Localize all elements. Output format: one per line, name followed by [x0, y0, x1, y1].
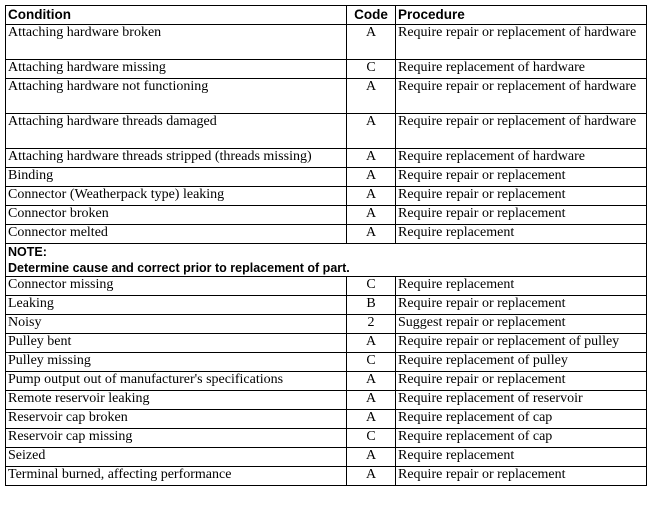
- condition-cell: Binding: [6, 168, 347, 187]
- condition-cell: Attaching hardware threads damaged: [6, 114, 347, 149]
- code-cell: A: [347, 114, 396, 149]
- note-text: Determine cause and correct prior to replacement of part.: [8, 261, 350, 275]
- table-row: [6, 149, 647, 168]
- procedure-cell: Require repair or replacement: [396, 168, 647, 187]
- table-row: [6, 315, 647, 334]
- note-title: NOTE:: [8, 245, 47, 259]
- procedure-cell: Require repair or replacement of hardware: [396, 25, 647, 60]
- condition-cell: Connector broken: [6, 206, 347, 225]
- table-row: [6, 187, 647, 206]
- code-cell: A: [347, 225, 396, 244]
- procedure-cell: Require replacement of cap: [396, 410, 647, 429]
- table-row: [6, 410, 647, 429]
- code-header: Code: [347, 6, 396, 25]
- procedure-cell: Require repair or replacement: [396, 296, 647, 315]
- condition-cell: Pulley bent: [6, 334, 347, 353]
- condition-cell: Leaking: [6, 296, 347, 315]
- table-row: [6, 277, 647, 296]
- procedure-cell: Require repair or replacement: [396, 206, 647, 225]
- table-row: [6, 467, 647, 486]
- code-cell: B: [347, 296, 396, 315]
- note-group: [6, 244, 647, 277]
- table-row: [6, 391, 647, 410]
- condition-cell: Attaching hardware threads stripped (threads missing): [6, 149, 347, 168]
- procedure-cell: Suggest repair or replacement: [396, 315, 647, 334]
- procedure-cell: Require replacement of hardware: [396, 149, 647, 168]
- code-cell: A: [347, 25, 396, 60]
- code-cell: A: [347, 206, 396, 225]
- condition-cell: Attaching hardware broken: [6, 25, 347, 60]
- table-row: [6, 25, 647, 60]
- procedure-cell: Require repair or replacement: [396, 467, 647, 486]
- table-row: [6, 60, 647, 79]
- condition-table: [5, 5, 647, 486]
- condition-cell: Attaching hardware not functioning: [6, 79, 347, 114]
- table-row: [6, 448, 647, 467]
- procedure-cell: Require repair or replacement: [396, 372, 647, 391]
- code-cell: A: [347, 391, 396, 410]
- code-cell: C: [347, 429, 396, 448]
- code-cell: C: [347, 353, 396, 372]
- table-row: [6, 353, 647, 372]
- procedure-cell: Require replacement: [396, 225, 647, 244]
- table-row: [6, 429, 647, 448]
- code-cell: A: [347, 149, 396, 168]
- condition-cell: Connector missing: [6, 277, 347, 296]
- table-row: [6, 225, 647, 244]
- rows-group-b: [6, 277, 647, 486]
- table-row: [6, 168, 647, 187]
- rows-group-a: [6, 25, 647, 244]
- condition-cell: Noisy: [6, 315, 347, 334]
- table-row: [6, 114, 647, 149]
- condition-header: Condition: [6, 6, 347, 25]
- procedure-cell: Require replacement of reservoir: [396, 391, 647, 410]
- procedure-cell: Require replacement of pulley: [396, 353, 647, 372]
- table-row: [6, 334, 647, 353]
- condition-cell: Seized: [6, 448, 347, 467]
- condition-cell: Pump output out of manufacturer's specifications: [6, 372, 347, 391]
- condition-cell: Connector (Weatherpack type) leaking: [6, 187, 347, 206]
- procedure-cell: Require replacement of cap: [396, 429, 647, 448]
- procedure-header: Procedure: [396, 6, 647, 25]
- note-cell: [6, 244, 647, 277]
- code-cell: 2: [347, 315, 396, 334]
- code-cell: C: [347, 277, 396, 296]
- condition-cell: Reservoir cap broken: [6, 410, 347, 429]
- code-cell: C: [347, 60, 396, 79]
- procedure-cell: Require repair or replacement of hardware: [396, 79, 647, 114]
- condition-cell: Remote reservoir leaking: [6, 391, 347, 410]
- code-cell: A: [347, 79, 396, 114]
- header-row: [6, 6, 647, 25]
- code-cell: A: [347, 168, 396, 187]
- code-cell: A: [347, 448, 396, 467]
- procedure-cell: Require replacement: [396, 448, 647, 467]
- code-cell: A: [347, 334, 396, 353]
- condition-cell: Connector melted: [6, 225, 347, 244]
- procedure-cell: Require repair or replacement: [396, 187, 647, 206]
- condition-cell: Reservoir cap missing: [6, 429, 347, 448]
- procedure-cell: Require replacement of hardware: [396, 60, 647, 79]
- procedure-cell: Require replacement: [396, 277, 647, 296]
- table-row: [6, 296, 647, 315]
- procedure-cell: Require repair or replacement of pulley: [396, 334, 647, 353]
- condition-cell: Attaching hardware missing: [6, 60, 347, 79]
- condition-cell: Terminal burned, affecting performance: [6, 467, 347, 486]
- code-cell: A: [347, 187, 396, 206]
- table-row: [6, 372, 647, 391]
- procedure-cell: Require repair or replacement of hardware: [396, 114, 647, 149]
- note-row: [6, 244, 647, 277]
- table-row: [6, 206, 647, 225]
- code-cell: A: [347, 372, 396, 391]
- code-cell: A: [347, 410, 396, 429]
- condition-cell: Pulley missing: [6, 353, 347, 372]
- table-row: [6, 79, 647, 114]
- code-cell: A: [347, 467, 396, 486]
